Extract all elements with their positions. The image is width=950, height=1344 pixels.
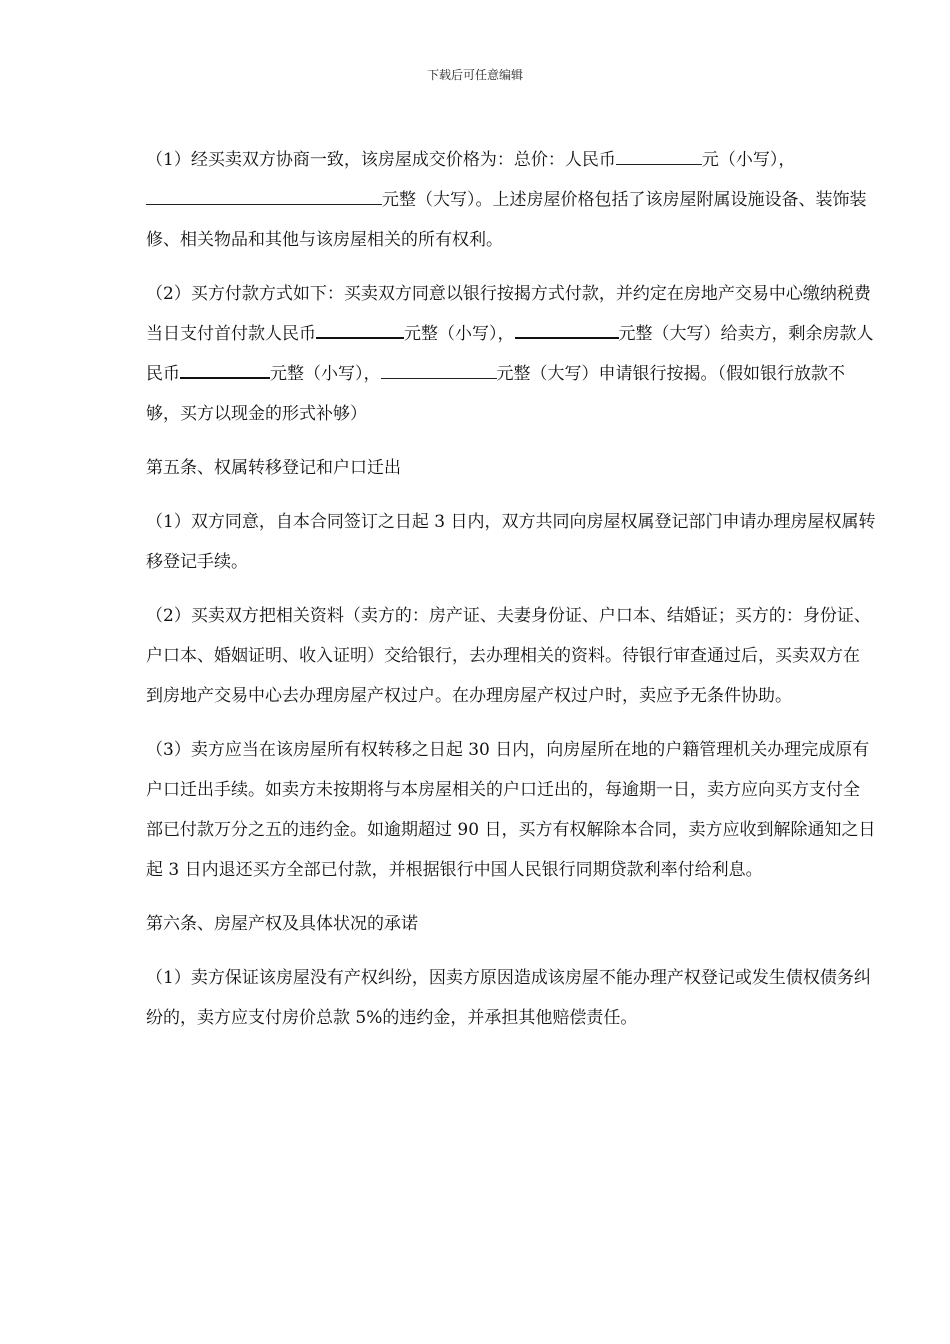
blank-down-payment-upper (515, 336, 619, 339)
blank-remaining-upper (381, 377, 497, 379)
clause-title-guarantee: （1）卖方保证该房屋没有产权纠纷，因卖方原因造成该房屋不能办理产权登记或发生债权债务纠纷的，卖方应支付房价总款 5%的违约金，并承担其他赔偿责任。 (146, 968, 871, 1028)
article-6-title: 第六条、房屋产权及具体状况的承诺 (146, 914, 418, 934)
blank-price-upper (146, 203, 382, 205)
document-body (146, 140, 876, 1052)
clause-price: （1）经买卖双方协商一致，该房屋成交价格为：总价：人民币 元（小写）， 元整（大写）。上述房屋价格包括了该房屋附属设施设备、装饰装修、相关物品和其他与该房屋相关的所有权利。 (146, 150, 867, 250)
blank-price-lower (616, 163, 702, 165)
clause-payment: （2）买方付款方式如下：买卖双方同意以银行按揭方式付款，并约定在房地产交易中心缴纳税费当日支付首付款人民币 元整（小写）， 元整（大写）给卖方，剩余房款人民币 元整（小写）， 元整（大写）申请银行按揭。（假如银行放款不够，买方以现金的形式补够） (146, 284, 874, 424)
clause-household: （3）卖方应当在该房屋所有权转移之日起 30 日内，向房屋所在地的户籍管理机关办理完成原有户口迁出手续。如卖方未按期将与本房屋相关的户口迁出的，每逾期一日，卖方应向买方支付全部已付款万分之五的违约金。如逾期超过 90 日，买方有权解除本合同，卖方应收到解除通知之日起 3 日内退还买方全部已付款，并根据银行中国人民银行同期贷款利率付给利息。 (146, 740, 876, 880)
article-5-title: 第五条、权属转移登记和户口迁出 (146, 458, 401, 478)
clause-registration: （1）双方同意，自本合同签订之日起 3 日内，双方共同向房屋权属登记部门申请办理房屋权属转移登记手续。 (146, 512, 876, 572)
blank-remaining-lower (180, 376, 270, 379)
clause-materials: （2）买卖双方把相关资料（卖方的：房产证、夫妻身份证、户口本、结婚证；买方的：身份证、户口本、婚姻证明、收入证明）交给银行，去办理相关的资料。待银行审查通过后，买卖双方在到房地产交易中心去办理房屋产权过户。在办理房屋产权过户时，卖应予无条件协助。 (146, 606, 871, 706)
page-header: 下载后可任意编辑 (426, 68, 523, 82)
blank-down-payment-lower (316, 336, 404, 339)
